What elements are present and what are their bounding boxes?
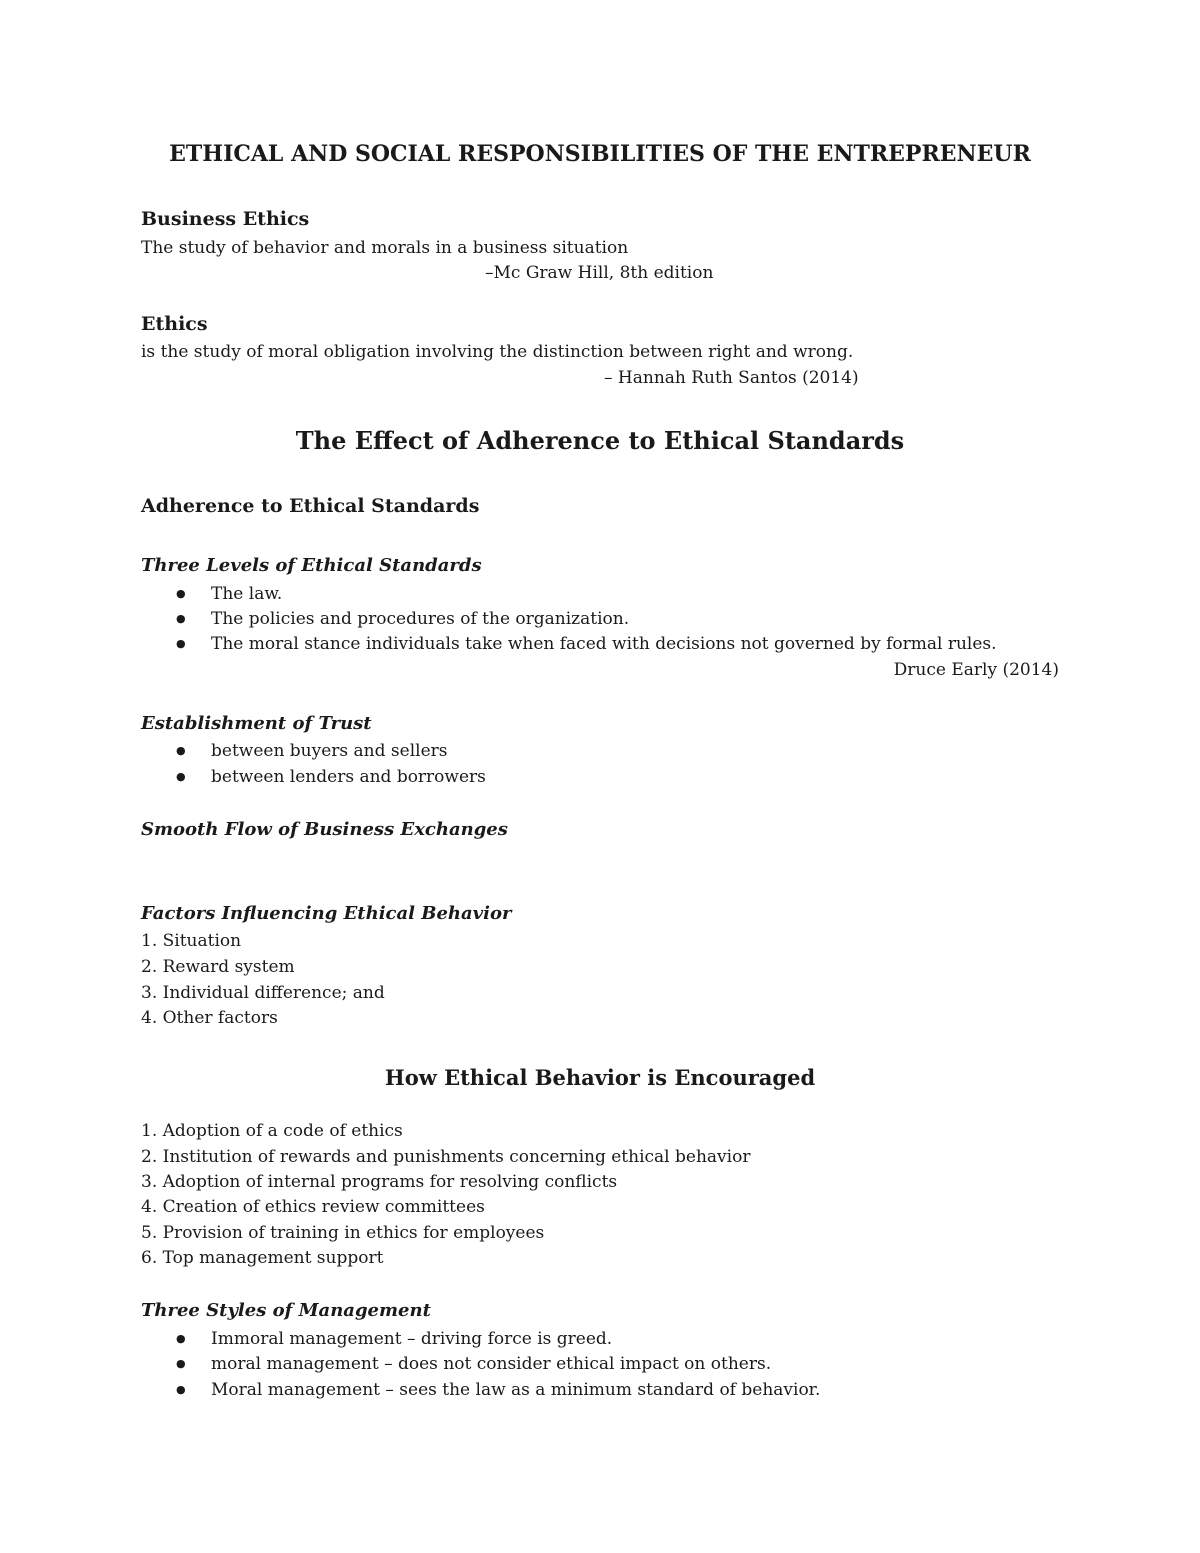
smooth-flow-heading: Smooth Flow of Business Exchanges [141, 819, 508, 840]
list-item: 2. Reward system [141, 957, 295, 977]
business-ethics-heading: Business Ethics [141, 208, 310, 230]
trust-heading: Establishment of Trust [141, 713, 372, 734]
list-item: 4. Other factors [141, 1008, 278, 1028]
business-ethics-citation: –Mc Graw Hill, 8th edition [485, 263, 714, 283]
adherence-subheading: Adherence to Ethical Standards [141, 495, 480, 517]
list-item: ●The policies and procedures of the organization. [176, 609, 629, 629]
list-item: ●The moral stance individuals take when faced with decisions not governed by formal rules. [176, 634, 997, 654]
bullet-icon [176, 634, 211, 654]
business-ethics-definition: The study of behavior and morals in a business situation [141, 238, 629, 258]
list-item: 4. Creation of ethics review committees [141, 1197, 485, 1217]
list-item: 2. Institution of rewards and punishments concerning ethical behavior [141, 1147, 751, 1167]
ethics-heading: Ethics [141, 313, 208, 335]
factors-heading: Factors Influencing Ethical Behavior [141, 903, 512, 924]
document-title: ETHICAL AND SOCIAL RESPONSIBILITIES OF THE ENTREPRENEUR [169, 141, 1031, 167]
bullet-icon [176, 741, 211, 761]
bullet-icon [176, 1329, 211, 1349]
levels-heading: Three Levels of Ethical Standards [141, 555, 482, 576]
list-item: ●between lenders and borrowers [176, 767, 486, 787]
bullet-icon [176, 609, 211, 629]
bullet-icon [176, 584, 211, 604]
encouraged-section-heading: How Ethical Behavior is Encouraged [384, 1065, 816, 1090]
list-item: ●Immoral management – driving force is greed. [176, 1329, 612, 1349]
list-item: 6. Top management support [141, 1248, 384, 1268]
bullet-icon [176, 767, 211, 787]
levels-citation: Druce Early (2014) [893, 660, 1059, 680]
list-item: 1. Adoption of a code of ethics [141, 1121, 403, 1141]
list-item: ●Moral management – sees the law as a minimum standard of behavior. [176, 1380, 820, 1400]
list-item: 1. Situation [141, 931, 242, 951]
bullet-icon [176, 1380, 211, 1400]
effect-section-heading: The Effect of Adherence to Ethical Standards [295, 426, 905, 455]
list-item: 3. Adoption of internal programs for resolving conflicts [141, 1172, 618, 1192]
bullet-icon [176, 1354, 211, 1374]
list-item: ●moral management – does not consider ethical impact on others. [176, 1354, 771, 1374]
list-item: 3. Individual difference; and [141, 983, 385, 1003]
ethics-definition: is the study of moral obligation involving the distinction between right and wrong. [141, 342, 854, 362]
styles-heading: Three Styles of Management [141, 1300, 431, 1321]
list-item: ●between buyers and sellers [176, 741, 448, 761]
list-item: ●The law. [176, 584, 282, 604]
list-item: 5. Provision of training in ethics for employees [141, 1223, 545, 1243]
ethics-citation: – Hannah Ruth Santos (2014) [604, 368, 859, 388]
